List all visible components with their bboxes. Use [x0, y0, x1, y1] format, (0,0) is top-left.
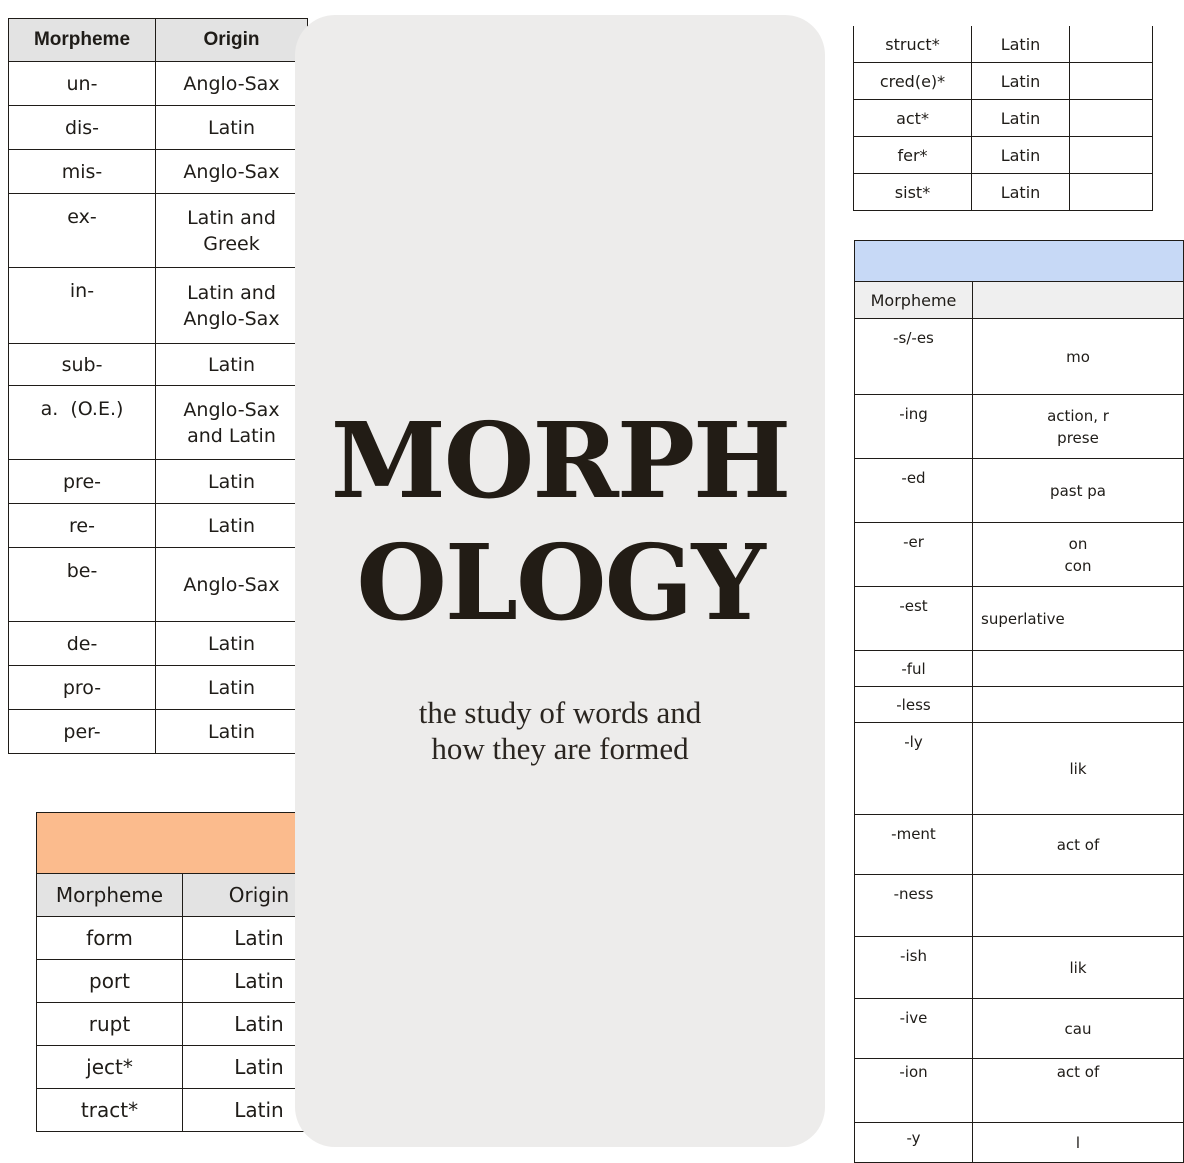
table-row: [9, 150, 308, 194]
morpheme-cell: sist*: [854, 174, 972, 211]
morpheme-cell: -y: [855, 1123, 973, 1163]
table-row: [854, 26, 1153, 63]
table-row: [855, 319, 1184, 395]
morpheme-cell: re-: [9, 504, 156, 548]
morpheme-cell: -ive: [855, 999, 973, 1059]
morpheme-cell: un-: [9, 62, 156, 106]
morpheme-cell: struct*: [854, 26, 972, 63]
meaning-cell: past pa: [973, 459, 1184, 523]
meaning-cell: [973, 687, 1184, 723]
morpheme-cell: -ness: [855, 875, 973, 937]
suffix-table-panel: [854, 240, 1109, 1152]
morpheme-cell: -est: [855, 587, 973, 651]
table-row: [9, 548, 308, 622]
column-header-morpheme: Morpheme: [855, 282, 973, 319]
morpheme-cell: -ed: [855, 459, 973, 523]
column-header-morpheme: Morpheme: [9, 19, 156, 62]
table-row: [855, 587, 1184, 651]
origin-cell: Latin: [972, 174, 1070, 211]
morpheme-cell: -ful: [855, 651, 973, 687]
morpheme-cell: -er: [855, 523, 973, 587]
morpheme-cell: -ish: [855, 937, 973, 999]
morpheme-cell: cred(e)*: [854, 63, 972, 100]
morpheme-cell: -ly: [855, 723, 973, 815]
morpheme-cell: -s/-es: [855, 319, 973, 395]
table-row: [9, 268, 308, 344]
table-row: [855, 1059, 1184, 1123]
table-row: [9, 62, 308, 106]
morpheme-cell: be-: [9, 548, 156, 622]
origin-cell: Latin: [156, 666, 308, 710]
origin-cell: Latin: [183, 917, 336, 960]
table-header-row: [37, 874, 336, 917]
meaning-cell: lik: [973, 937, 1184, 999]
subtitle-line-1: the study of words and: [418, 695, 702, 730]
morpheme-cell: sub-: [9, 344, 156, 386]
title-line-2: OLOGY: [356, 521, 764, 644]
origin-cell: Latin: [972, 137, 1070, 174]
morpheme-cell: tract*: [37, 1089, 183, 1132]
table-row: [9, 460, 308, 504]
morpheme-cell: port: [37, 960, 183, 1003]
meaning-cell: on con: [973, 523, 1184, 587]
morpheme-cell: -ing: [855, 395, 973, 459]
origin-cell: Latin: [183, 1003, 336, 1046]
morpheme-cell: pro-: [9, 666, 156, 710]
column-header-meaning: [973, 282, 1184, 319]
table-row: [37, 960, 336, 1003]
table-row: [9, 504, 308, 548]
origin-cell: Anglo-Sax: [156, 62, 308, 106]
column-header-origin: Origin: [183, 874, 336, 917]
morpheme-cell: -less: [855, 687, 973, 723]
morpheme-cell: a. (O.E.): [9, 386, 156, 460]
table-row: [854, 100, 1153, 137]
table-row: [854, 137, 1153, 174]
table-row: [37, 1046, 336, 1089]
origin-cell: Latin: [972, 63, 1070, 100]
origin-cell: Latin: [156, 710, 308, 754]
title-card: [295, 15, 825, 1147]
morpheme-cell: per-: [9, 710, 156, 754]
meaning-cell: superlative: [973, 587, 1184, 651]
origin-cell: Latin: [972, 26, 1070, 63]
morpheme-cell: -ion: [855, 1059, 973, 1123]
morpheme-cell: rupt: [37, 1003, 183, 1046]
origin-cell: Latin: [156, 622, 308, 666]
table-header-row: [9, 19, 308, 62]
origin-cell: Latin: [183, 1046, 336, 1089]
roots-table: [36, 812, 336, 1132]
meaning-cell: action, r prese: [973, 395, 1184, 459]
table-row: [855, 1123, 1184, 1163]
morpheme-cell: ex-: [9, 194, 156, 268]
origin-cell: Latin: [183, 1089, 336, 1132]
table-header-row: [855, 282, 1184, 319]
morpheme-cell: de-: [9, 622, 156, 666]
table-row: [9, 106, 308, 150]
table-row: [855, 687, 1184, 723]
origin-cell: Latin: [156, 460, 308, 504]
table-row: [9, 666, 308, 710]
origin-cell: Anglo-Sax and Latin: [156, 386, 308, 460]
morpheme-cell: pre-: [9, 460, 156, 504]
subtitle-line-2: how they are formed: [431, 731, 689, 766]
roots-continued-table: [853, 26, 1153, 211]
table-row: [854, 63, 1153, 100]
origin-cell: Anglo-Sax: [156, 150, 308, 194]
table-row: [855, 999, 1184, 1059]
morpheme-cell: act*: [854, 100, 972, 137]
title-line-1: MORPH: [330, 399, 790, 522]
table-row: [9, 386, 308, 460]
meaning-cell: [973, 875, 1184, 937]
morpheme-cell: -ment: [855, 815, 973, 875]
column-header-origin: Origin: [156, 19, 308, 62]
origin-cell: Latin: [972, 100, 1070, 137]
morpheme-cell: mis-: [9, 150, 156, 194]
origin-cell: Latin and Greek: [156, 194, 308, 268]
morpheme-cell: form: [37, 917, 183, 960]
origin-cell: Latin: [156, 344, 308, 386]
meaning-cell: [973, 651, 1184, 687]
suffix-table: [854, 240, 1184, 1163]
table-row: [855, 459, 1184, 523]
table-row: [37, 917, 336, 960]
table-row: [855, 937, 1184, 999]
meaning-cell: act of: [973, 1059, 1184, 1123]
table-row: [9, 710, 308, 754]
table-row: [855, 395, 1184, 459]
morpheme-cell: in-: [9, 268, 156, 344]
morpheme-cell: fer*: [854, 137, 972, 174]
subtitle: [295, 695, 825, 767]
origin-cell: Latin: [156, 106, 308, 150]
morpheme-cell: dis-: [9, 106, 156, 150]
table-row: [855, 723, 1184, 815]
origin-cell: Anglo-Sax: [156, 548, 308, 622]
meaning-cell: act of: [973, 815, 1184, 875]
meaning-cell: cau: [973, 999, 1184, 1059]
roots-table-panel: [36, 812, 290, 1144]
table-row: [854, 174, 1153, 211]
table-row: [9, 344, 308, 386]
meaning-cell: l: [973, 1123, 1184, 1163]
prefix-table: [8, 18, 308, 754]
roots-continued-panel: [853, 26, 1080, 218]
morpheme-cell: ject*: [37, 1046, 183, 1089]
table-row: [37, 1089, 336, 1132]
meaning-cell: mo: [973, 319, 1184, 395]
origin-cell: Latin and Anglo-Sax: [156, 268, 308, 344]
roots-banner: [37, 813, 336, 874]
origin-cell: Latin: [183, 960, 336, 1003]
table-row: [855, 523, 1184, 587]
meaning-cell: lik: [973, 723, 1184, 815]
table-row: [855, 875, 1184, 937]
table-row: [37, 1003, 336, 1046]
origin-cell: Latin: [156, 504, 308, 548]
table-row: [9, 622, 308, 666]
page-title: [295, 400, 825, 644]
suffix-banner: [855, 241, 1184, 282]
table-row: [9, 194, 308, 268]
table-row: [855, 815, 1184, 875]
table-row: [855, 651, 1184, 687]
column-header-morpheme: Morpheme: [37, 874, 183, 917]
